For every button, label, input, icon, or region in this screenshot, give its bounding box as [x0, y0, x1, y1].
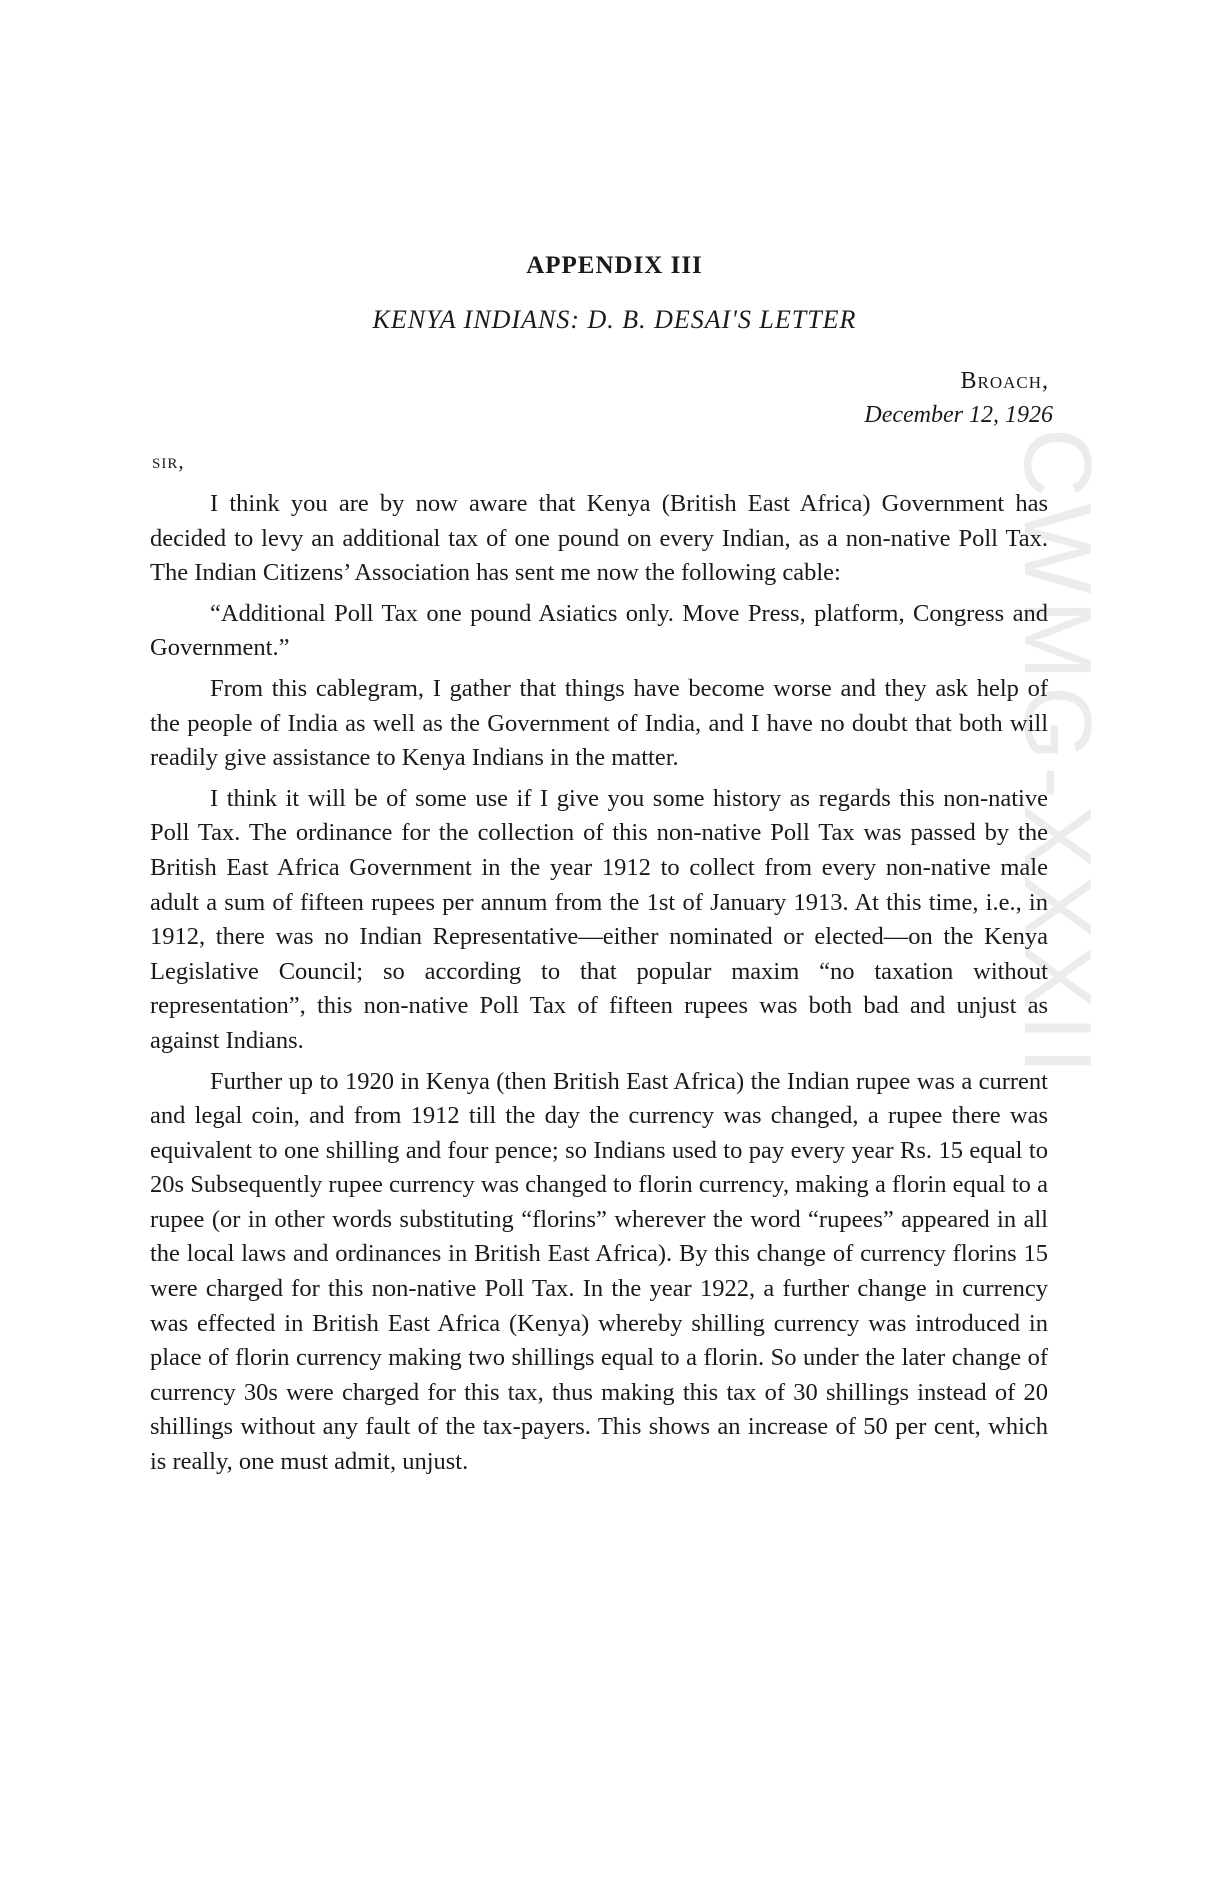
watermark: CWMG-XXXII — [1004, 428, 1111, 1080]
letter-place: Broach, — [960, 368, 1049, 394]
salutation: sir, — [152, 449, 185, 473]
letter-body — [150, 487, 1048, 1486]
quoted-cable: “Additional Poll Tax one pound Asiatics only. Move Press, platform, Congress and Government.” — [150, 599, 1048, 662]
paragraph: Further up to 1920 in Kenya (then British East Africa) the Indian rupee was a current and legal coin, and from 1912 till the day the currency was changed, a rupee there was equivalent to one shilling and four pence; so Indians used to pay every year Rs. 15 equal to 20s Subsequently rupee currency was changed to florin currency, making a florin equal to a rupee (or in other words substituting “florins” wherever the word “rupees” appeared in all the local laws and ordinances in British East Africa). By this change of currency florins 15 were charged for this non-native Poll Tax. In the year 1922, a further change in currency was effected in British East Africa (Kenya) whereby shilling currency was introduced in place of florin currency making two shillings equal to a florin. So under the later change of currency 30s were charged for this tax, thus making this tax of 30 shillings instead of 20 shillings without any fault of the tax-payers. This shows an increase of 50 per cent, which is really, one must admit, unjust. — [150, 1067, 1048, 1476]
paragraph: I think it will be of some use if I give you some history as regards this non-native Poll Tax. The ordinance for the collection of this non-native Poll Tax was passed by the British East Africa Government in the year 1912 to collect from every non-native male adult a sum of fifteen rupees per annum from the 1st of January 1913. At this time, i.e., in 1912, there was no Indian Representative—either nominated or elected—on the Kenya Legislative Council; so according to that popular maxim “no taxation without representation”, this non-native Poll Tax of fifteen rupees was both bad and unjust as against Indians. — [150, 784, 1048, 1054]
paragraph: I think you are by now aware that Kenya (British East Africa) Government has decided to levy an additional tax of one pound on every Indian, as a non-native Poll Tax. The Indian Citizens’ Association has sent me now the following cable: — [150, 490, 1048, 587]
letter-subtitle: KENYA INDIANS: D. B. DESAI'S LETTER — [372, 305, 857, 334]
paragraph: From this cablegram, I gather that things have become worse and they ask help of the people of India as well as the Government of India, and I have no doubt that both will readily give assistance to Kenya Indians in the matter. — [150, 674, 1048, 772]
letter-date: December 12, 1926 — [864, 402, 1053, 428]
appendix-title: APPENDIX III — [526, 252, 703, 279]
